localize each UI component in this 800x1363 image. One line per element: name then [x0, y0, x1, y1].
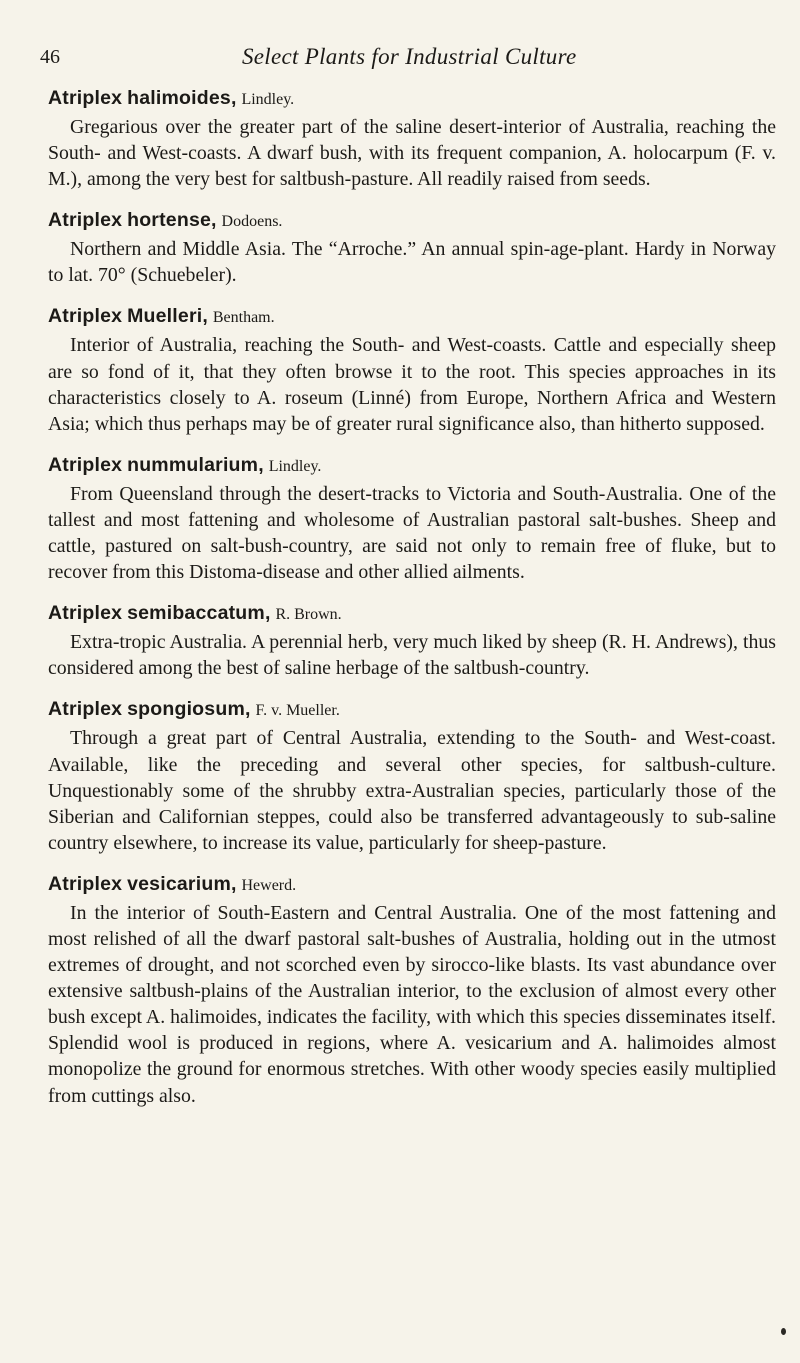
entry-heading [48, 451, 776, 481]
entry-description: In the interior of South-Eastern and Central Australia. One of the most fattening and most relished of all the dwarf pastoral salt-bushes of Australia, holding out in the utmost extremes of drought, and not scorched even by sirocco-like blasts. Its vast abundance over extensive saltbush-plains of the Australian interior, to the exclusion of almost every other bush except A. halimoides, indicates the facility, with which this species disseminates itself. Splendid wool is produced in regions, where A. vesicarium and A. halimoides almost monopolize the ground for enormous stretches. With other woody species easily multiplied from cuttings also. [48, 901, 776, 1107]
entry-heading [48, 206, 776, 236]
species-name: Muelleri, [127, 305, 208, 328]
genus-name: Atriplex [48, 305, 123, 328]
genus-name: Atriplex [48, 698, 123, 721]
entry-description: Gregarious over the greater part of the saline desert-interior of Australia, reaching the South- and West-coasts. A dwarf bush, with its frequent companion, A. holocarpum (F. v. M.), among the very best for saltbush-pasture. All readily raised from seeds. [48, 116, 776, 191]
author-name: Dodoens. [221, 213, 283, 231]
entry-semibaccatum [48, 599, 776, 681]
species-name: hortense, [127, 209, 217, 232]
author-name: Hewerd. [241, 876, 297, 894]
genus-name: Atriplex [48, 602, 123, 625]
genus-name: Atriplex [48, 87, 123, 109]
author-name: Lindley. [241, 91, 295, 108]
author-name: F. v. Mueller. [255, 702, 340, 720]
species-name: vesicarium, [127, 872, 237, 895]
author-name: R. Brown. [275, 606, 342, 624]
page-content [48, 84, 776, 1123]
running-head: Select Plants for Industrial Culture [242, 44, 577, 69]
entry-halimoides [48, 84, 776, 192]
genus-name: Atriplex [48, 453, 123, 476]
entry-muelleri [48, 302, 776, 436]
entry-nummularium [48, 451, 776, 585]
entry-heading [48, 84, 776, 114]
entry-heading [48, 302, 776, 332]
entry-hortense [48, 206, 776, 288]
entry-description: Extra-tropic Australia. A perennial herb, very much liked by sheep (R. H. Andrews), thus considered among the best of saline herbage of the saltbush-country. [48, 631, 776, 680]
author-name: Lindley. [268, 457, 322, 475]
entry-heading [48, 695, 776, 725]
entry-description: Through a great part of Central Australia, extending to the South- and West-coast. Available, like the preceding and several other species, for saltbush-culture. Unquestionably some of the shrubby extra-Australian species, particularly those of the Siberian and Californian steppes, could also be transferred advantageously to sub-saline country elsewhere, to increase its value, particularly for sheep-pasture. [48, 727, 776, 854]
entry-heading [48, 599, 776, 629]
species-name: halimoides, [127, 87, 237, 109]
author-name: Bentham. [212, 309, 275, 327]
species-name: spongiosum, [127, 698, 251, 721]
page-number: 46 [40, 46, 60, 68]
entry-vesicarium [48, 870, 776, 1109]
entry-heading [48, 870, 776, 900]
entry-description: Interior of Australia, reaching the South- and West-coasts. Cattle and especially sheep are so fond of it, that they often browse it to the root. This species approaches in its characteristics closely to A. roseum (Linné) from Europe, Northern Africa and Western Asia; which thus perhaps may be of greater rural significance also, than hitherto supposed. [48, 334, 776, 435]
entry-description: From Queensland through the desert-tracks to Victoria and South-Australia. One of the tallest and most fattening and wholesome of Australian pastoral salt-bushes. Sheep and cattle, pastured on salt-bush-country, are said not only to remain free of fluke, but to recover from this Distoma-disease and other allied ailments. [48, 482, 776, 584]
species-name: nummularium, [127, 453, 264, 476]
genus-name: Atriplex [48, 872, 123, 895]
entry-spongiosum [48, 695, 776, 855]
entry-description: Northern and Middle Asia. The “Arroche.” An annual spin-age-plant. Hardy in Norway to lat. 70° (Schuebeler). [48, 238, 776, 287]
species-name: semibaccatum, [127, 602, 271, 625]
genus-name: Atriplex [48, 209, 123, 232]
ink-mark [781, 1328, 786, 1335]
